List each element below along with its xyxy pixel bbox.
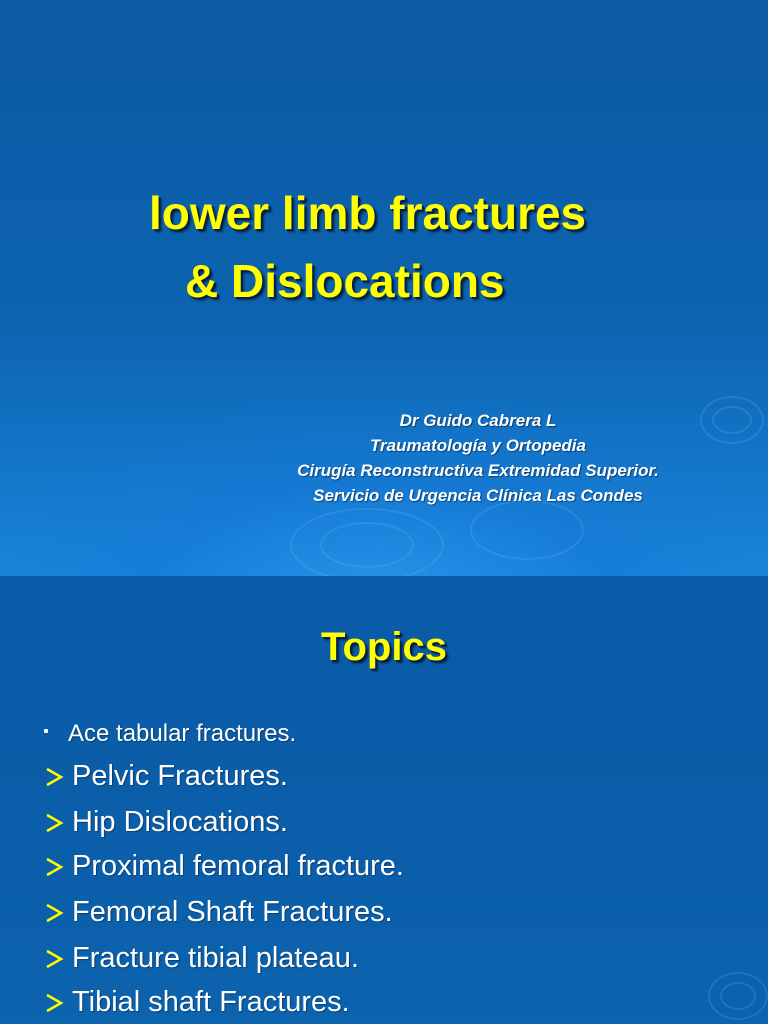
arrow-icon [44, 856, 64, 878]
ripple-decoration [320, 522, 414, 568]
ripple-decoration [290, 508, 444, 576]
list-item [44, 808, 288, 838]
arrow-icon [44, 992, 64, 1014]
list-item [44, 762, 288, 792]
author-name: Dr Guido Cabrera L [399, 411, 557, 430]
dot-icon [44, 729, 48, 733]
list-item [44, 852, 404, 882]
author-specialty: Cirugía Reconstructiva Extremidad Superior. [297, 461, 659, 480]
topics-heading: Topics [321, 625, 447, 669]
ripple-decoration [708, 972, 768, 1020]
slide-title-line-2: & Dislocations [185, 255, 505, 307]
author-institution: Servicio de Urgencia Clínica Las Condes [313, 486, 643, 505]
author-department: Traumatología y Ortopedia [369, 436, 586, 455]
author-block [230, 408, 726, 508]
list-item-label: Hip Dislocations. [72, 806, 288, 838]
ripple-decoration [720, 982, 756, 1010]
arrow-icon [44, 812, 64, 834]
list-item-label: Femoral Shaft Fractures. [72, 896, 393, 928]
arrow-icon [44, 902, 64, 924]
list-item [44, 898, 393, 928]
list-item-label: Proximal femoral fracture. [72, 850, 404, 882]
list-item-label: Tibial shaft Fractures. [72, 986, 350, 1018]
arrow-icon [44, 948, 64, 970]
list-item-label: Fracture tibial plateau. [72, 942, 359, 974]
list-item [44, 944, 359, 974]
ripple-decoration [470, 500, 584, 560]
list-item-label: Ace tabular fractures. [68, 720, 297, 747]
arrow-icon [44, 766, 64, 788]
slide-title-line-1: lower limb fractures [149, 187, 587, 239]
list-item [44, 722, 296, 746]
list-item [44, 988, 350, 1018]
list-item-label: Pelvic Fractures. [72, 760, 288, 792]
